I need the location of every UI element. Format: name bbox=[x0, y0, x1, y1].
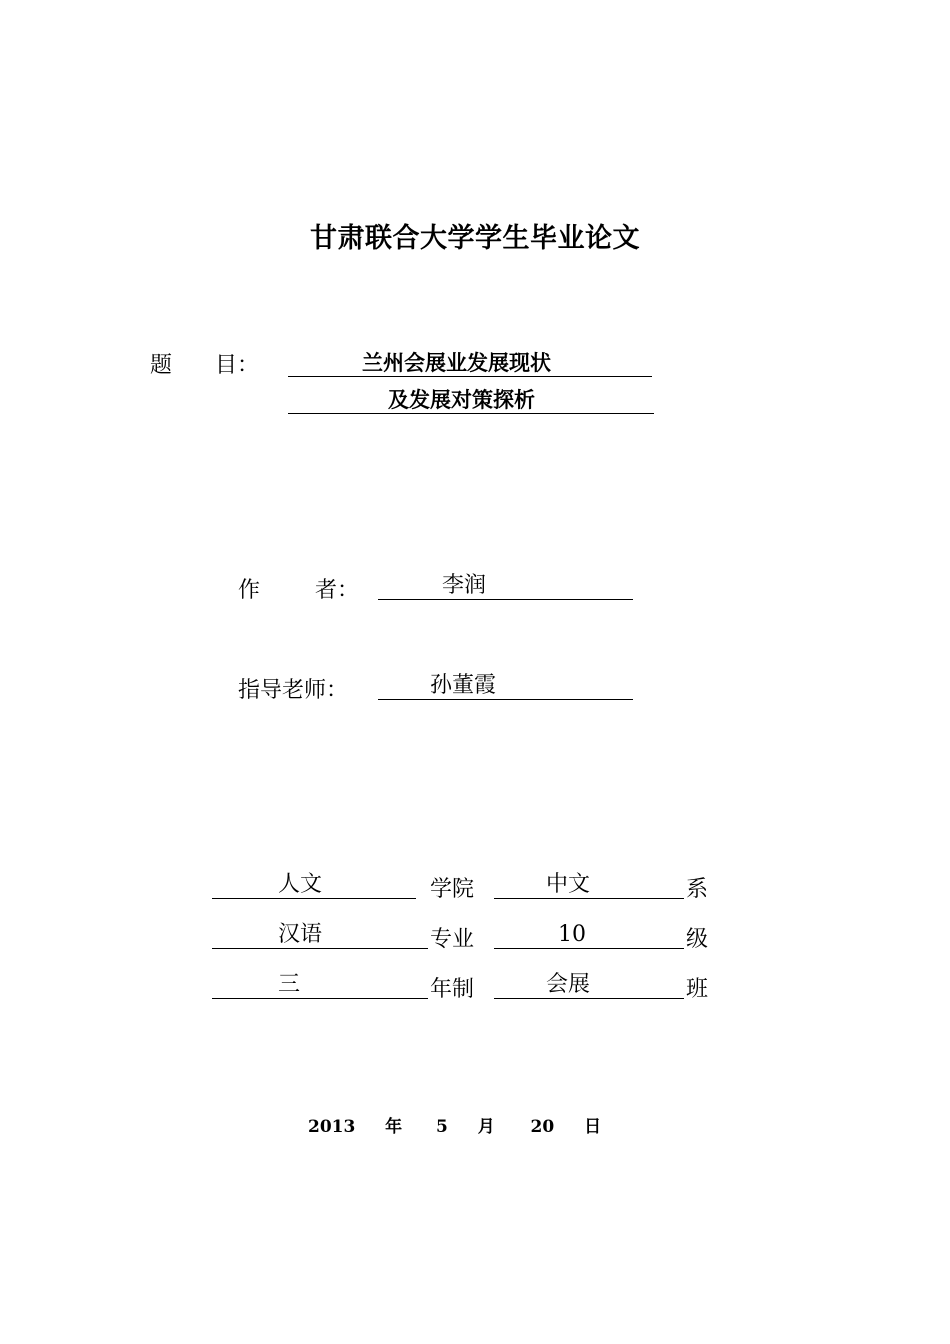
advisor-label: 指导老师： bbox=[238, 678, 349, 703]
topic-line-1-text: 兰州会展业发展现状 bbox=[362, 351, 551, 375]
college-name: 人文 bbox=[278, 872, 323, 897]
thesis-title: 甘肃联合大学学生毕业论文 bbox=[310, 223, 640, 254]
department-suffix: 系 bbox=[686, 877, 709, 902]
grade-field bbox=[494, 922, 684, 949]
advisor-name: 孙董霞 bbox=[430, 673, 497, 698]
college-field bbox=[212, 872, 416, 899]
topic-line-2-field bbox=[288, 387, 654, 414]
topic-label-char-2: 目： bbox=[215, 353, 260, 378]
author-label-char-1: 作 bbox=[238, 578, 261, 603]
class-field bbox=[494, 972, 684, 999]
major-name: 汉语 bbox=[278, 922, 323, 947]
years-field bbox=[212, 972, 428, 999]
author-field bbox=[378, 573, 633, 600]
grade-value: 10 bbox=[558, 922, 586, 947]
advisor-field bbox=[378, 673, 633, 700]
date-year: 2013 bbox=[308, 1117, 356, 1137]
topic-line-1-field bbox=[288, 350, 652, 377]
years-value: 三 bbox=[278, 972, 301, 997]
major-suffix: 专业 bbox=[430, 927, 475, 952]
topic-label-char-1: 题 bbox=[150, 353, 173, 378]
author-label-char-2: 者： bbox=[315, 578, 360, 603]
date-month-unit: 月 bbox=[477, 1117, 495, 1137]
date-month: 5 bbox=[436, 1117, 448, 1137]
class-suffix: 班 bbox=[686, 977, 709, 1002]
date-year-unit: 年 bbox=[385, 1117, 403, 1137]
submission-date bbox=[308, 1112, 601, 1137]
major-field bbox=[212, 922, 428, 949]
grade-suffix: 级 bbox=[686, 927, 709, 952]
years-suffix: 年制 bbox=[430, 977, 475, 1002]
author-name: 李润 bbox=[442, 573, 487, 598]
class-name: 会展 bbox=[546, 972, 591, 997]
department-field bbox=[494, 872, 684, 899]
date-day: 20 bbox=[530, 1117, 555, 1137]
date-day-unit: 日 bbox=[584, 1117, 602, 1137]
college-suffix: 学院 bbox=[430, 877, 475, 902]
department-name: 中文 bbox=[546, 872, 591, 897]
topic-line-2-text: 及发展对策探析 bbox=[388, 388, 535, 412]
